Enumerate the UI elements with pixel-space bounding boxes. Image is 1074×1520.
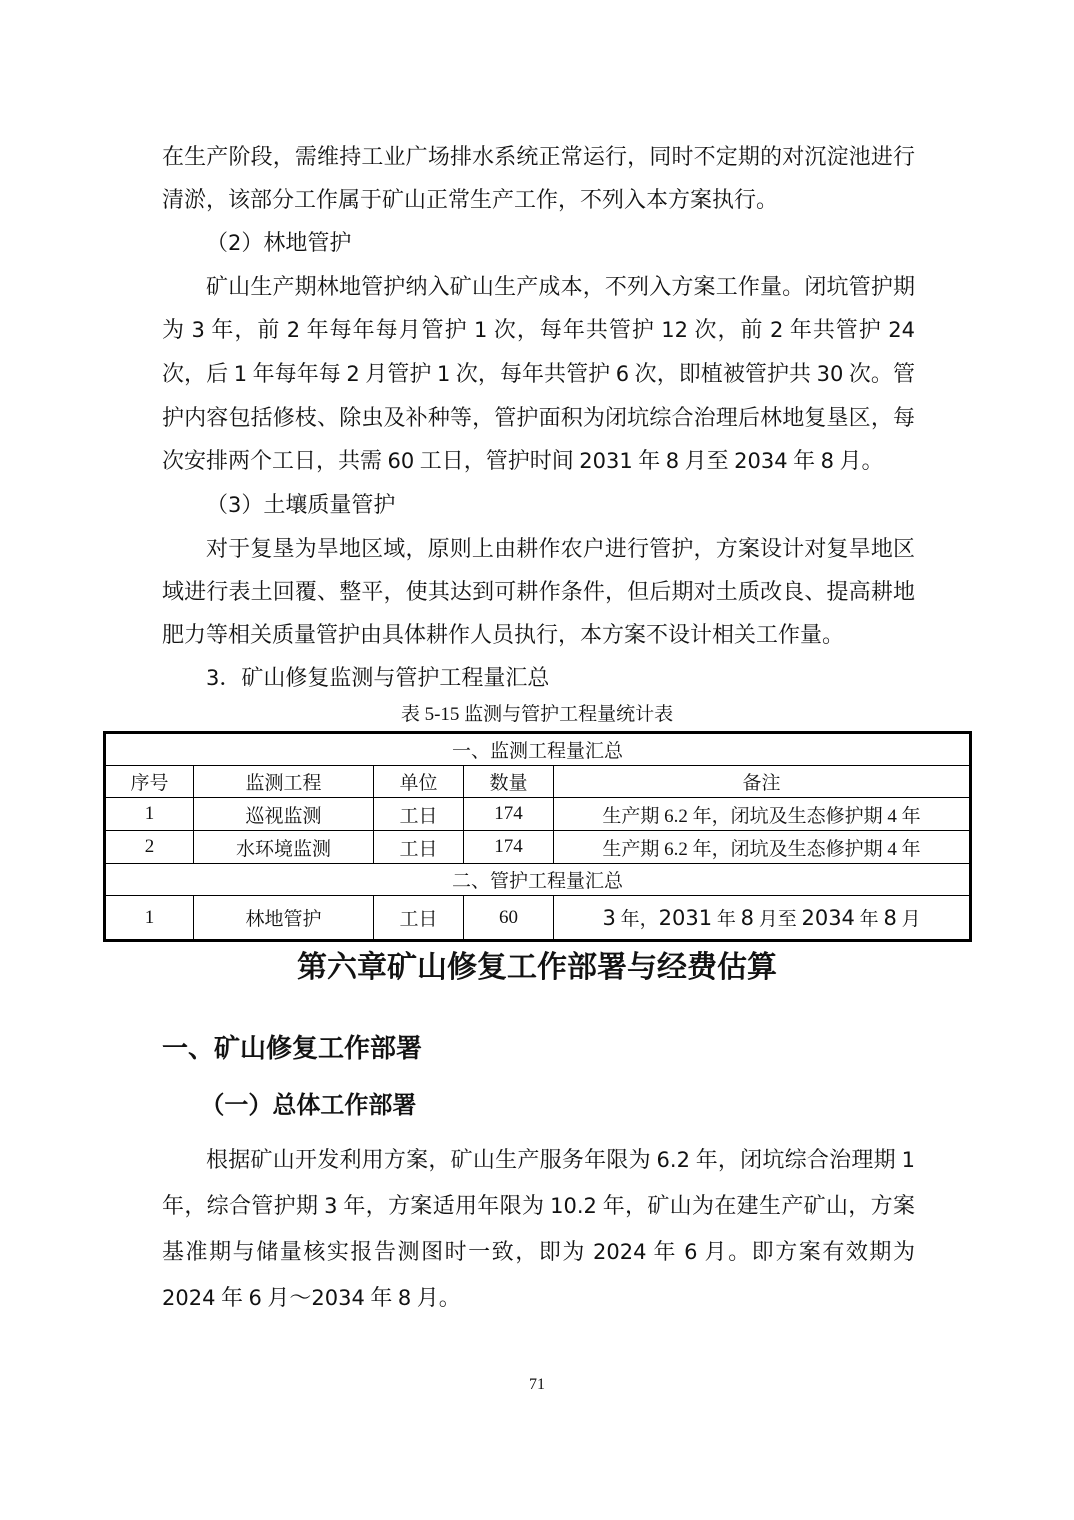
cell-unit: 工日 [374,896,464,941]
paragraph-production-stage: 在生产阶段，需维持工业广场排水系统正常运行，同时不定期的对沉淀池进行清淤，该部分工作属于矿山正常生产工作，不列入本方案执行。 [162,144,915,212]
cell-remark: 3 年，2031 年 8 月至 2034 年 8 月 [554,896,971,941]
cell-quantity: 174 [464,831,554,864]
table-row-patrol-monitoring [105,798,971,831]
heading-soil-quality: （3）土壤质量管护 [206,492,396,517]
paragraph-forest-care: 矿山生产期林地管护纳入矿山生产成本，不列入方案工作量。闭坑管护期为 3 年，前 2 年每年每月管护 1 次，每年共管护 12 次，前 2 年共管护 24 次，后 1 年每年每 2 月管护 1 次，每年共管护 6 次，即植被管护共 30 次。管护内容包括修枝、除虫及补种等，管护面积为闭坑综合治理后林地复垦区，每次安排两个工日，共需 60 工日，管护时间 2031 年 8 月至 2034 年 8 月。 [162,274,915,473]
table-row-forest-care [105,896,971,941]
header-remark: 备注 [554,766,971,798]
cell-serial: 1 [105,798,194,831]
table-section-row-care [105,864,971,896]
page-number: 71 [529,1376,545,1393]
heading-work-summary: 3．矿山修复监测与管护工程量汇总 [206,665,550,690]
monitoring-care-table [103,731,972,942]
table-section-row-monitoring [105,733,971,766]
header-project: 监测工程 [194,766,374,798]
section-heading-deployment: 一、矿山修复工作部署 [162,1034,423,1063]
cell-unit: 工日 [374,798,464,831]
header-quantity: 数量 [464,766,554,798]
section-label-care: 二、管护工程量汇总 [105,864,971,896]
cell-remark: 生产期 6.2 年，闭坑及生态修护期 4 年 [554,798,971,831]
chapter-title: 第六章矿山修复工作部署与经费估算 [297,951,777,984]
cell-quantity: 174 [464,798,554,831]
section-label-monitoring: 一、监测工程量汇总 [105,733,971,766]
cell-serial: 2 [105,831,194,864]
paragraph-soil-quality: 对于复垦为旱地区域，原则上由耕作农户进行管护，方案设计对复旱地区域进行表土回覆、整平，使其达到可耕作条件，但后期对土质改良、提高耕地肥力等相关质量管护由具体耕作人员执行，本方案不设计相关工作量。 [162,536,915,647]
cell-project: 林地管护 [194,896,374,941]
table-row-water-monitoring [105,831,971,864]
table-header-row [105,766,971,798]
cell-project: 巡视监测 [194,798,374,831]
subsection-heading-overall: （一）总体工作部署 [200,1093,417,1119]
body-text-block [162,135,915,700]
cell-project: 水环境监测 [194,831,374,864]
cell-quantity: 60 [464,896,554,941]
table-caption: 表 5-15 监测与管护工程量统计表 [400,704,674,725]
header-unit: 单位 [374,766,464,798]
paragraph-deployment: 根据矿山开发利用方案，矿山生产服务年限为 6.2 年，闭坑综合治理期 1 年，综合管护期 3 年，方案适用年限为 10.2 年，矿山为在建生产矿山，方案基准期与储量核实报告测图时一致，即为 2024 年 6 月。即方案有效期为 2024 年 6 月～2034 年 8 月。 [162,1147,915,1310]
cell-serial: 1 [105,896,194,941]
cell-remark: 生产期 6.2 年，闭坑及生态修护期 4 年 [554,831,971,864]
cell-unit: 工日 [374,831,464,864]
header-serial: 序号 [105,766,194,798]
heading-forest-care: （2）林地管护 [206,230,352,255]
